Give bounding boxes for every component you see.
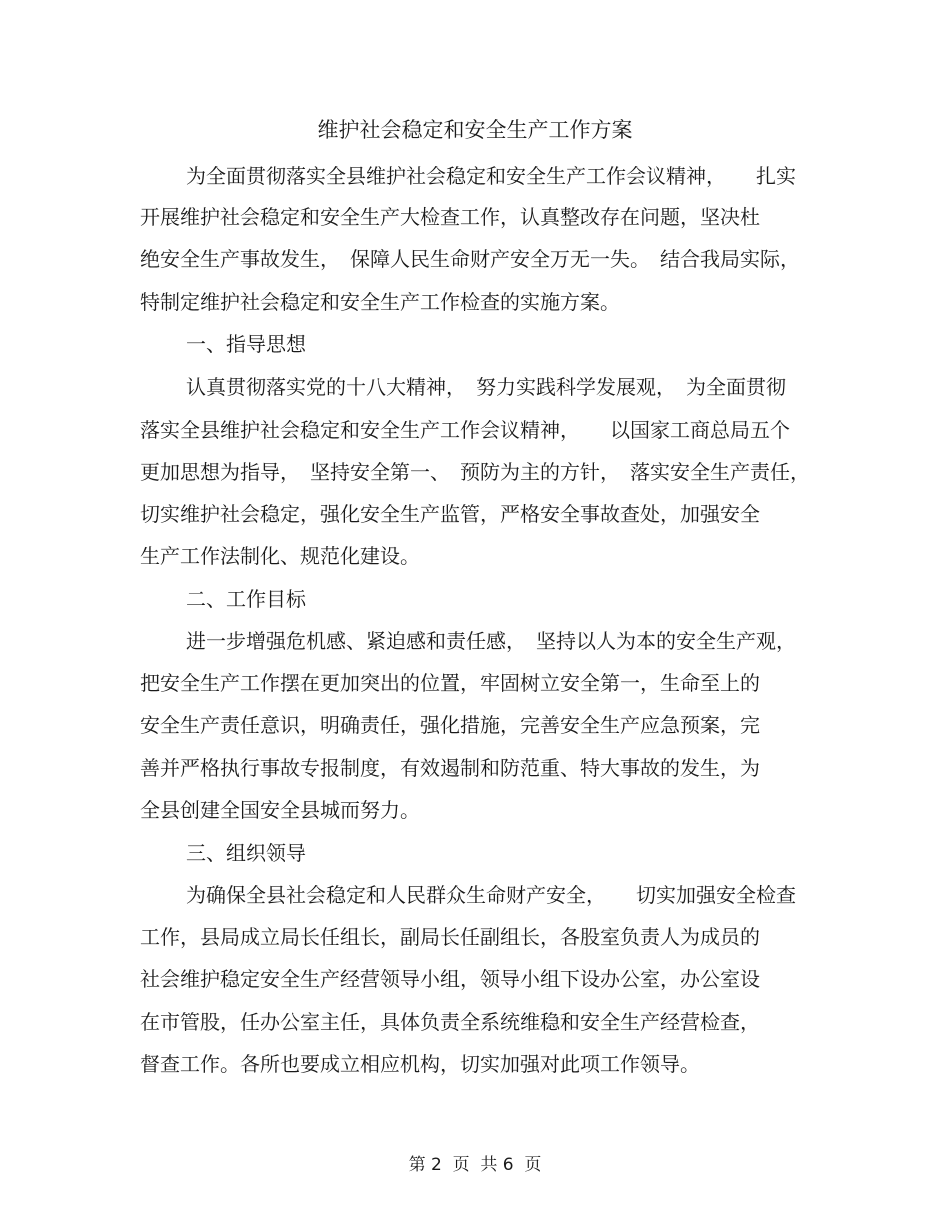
section-heading: 二、工作目标 bbox=[186, 587, 306, 611]
document-title: 维护社会稳定和安全生产工作方案 bbox=[317, 118, 633, 142]
body-line: 特制定维护社会稳定和安全生产工作检查的实施方案。 bbox=[140, 290, 620, 314]
body-line: 全县创建全国安全县城而努力。 bbox=[140, 798, 420, 822]
section-heading: 一、指导思想 bbox=[186, 332, 306, 356]
body-line: 安全生产责任意识，明确责任，强化措施，完善安全生产应急预案，完 bbox=[140, 713, 760, 737]
body-line: 督查工作。各所也要成立相应机构，切实加强对此项工作领导。 bbox=[140, 1052, 700, 1076]
body-line: 为全面贯彻落实全县维护社会稳定和安全生产工作会议精神， 扎实 bbox=[186, 164, 796, 188]
body-line: 工作，县局成立局长任组长，副局长任副组长，各股室负责人为成员的 bbox=[140, 925, 760, 949]
body-line: 社会维护稳定安全生产经营领导小组，领导小组下设办公室，办公室设 bbox=[140, 967, 760, 991]
body-line: 落实全县维护社会稳定和安全生产工作会议精神， 以国家工商总局五个 bbox=[140, 418, 790, 442]
body-line: 把安全生产工作摆在更加突出的位置，牢固树立安全第一，生命至上的 bbox=[140, 671, 760, 695]
section-heading: 三、组织领导 bbox=[186, 841, 306, 865]
body-line: 更加思想为指导， 坚持安全第一、 预防为主的方针， 落实安全生产责任， bbox=[140, 460, 810, 484]
body-line: 切实维护社会稳定，强化安全生产监管，严格安全事故查处，加强安全 bbox=[140, 502, 760, 526]
body-line: 开展维护社会稳定和安全生产大检查工作，认真整改存在问题，坚决杜 bbox=[140, 205, 760, 229]
body-line: 生产工作法制化、规范化建设。 bbox=[140, 544, 420, 568]
body-line: 进一步增强危机感、紧迫感和责任感， 坚持以人为本的安全生产观， bbox=[186, 629, 796, 653]
body-line: 绝安全生产事故发生， 保障人民生命财产安全万无一失。 结合我局实际， bbox=[140, 247, 800, 271]
body-line: 善并严格执行事故专报制度，有效遏制和防范重、特大事故的发生，为 bbox=[140, 756, 760, 780]
body-line: 在市管股，任办公室主任，具体负责全系统维稳和安全生产经营检查， bbox=[140, 1010, 760, 1034]
page-number-footer: 第 2 页 共 6 页 bbox=[408, 1155, 542, 1175]
body-line: 为确保全县社会稳定和人民群众生命财产安全， 切实加强安全检查 bbox=[186, 883, 796, 907]
body-line: 认真贯彻落实党的十八大精神， 努力实践科学发展观， 为全面贯彻 bbox=[186, 375, 786, 399]
